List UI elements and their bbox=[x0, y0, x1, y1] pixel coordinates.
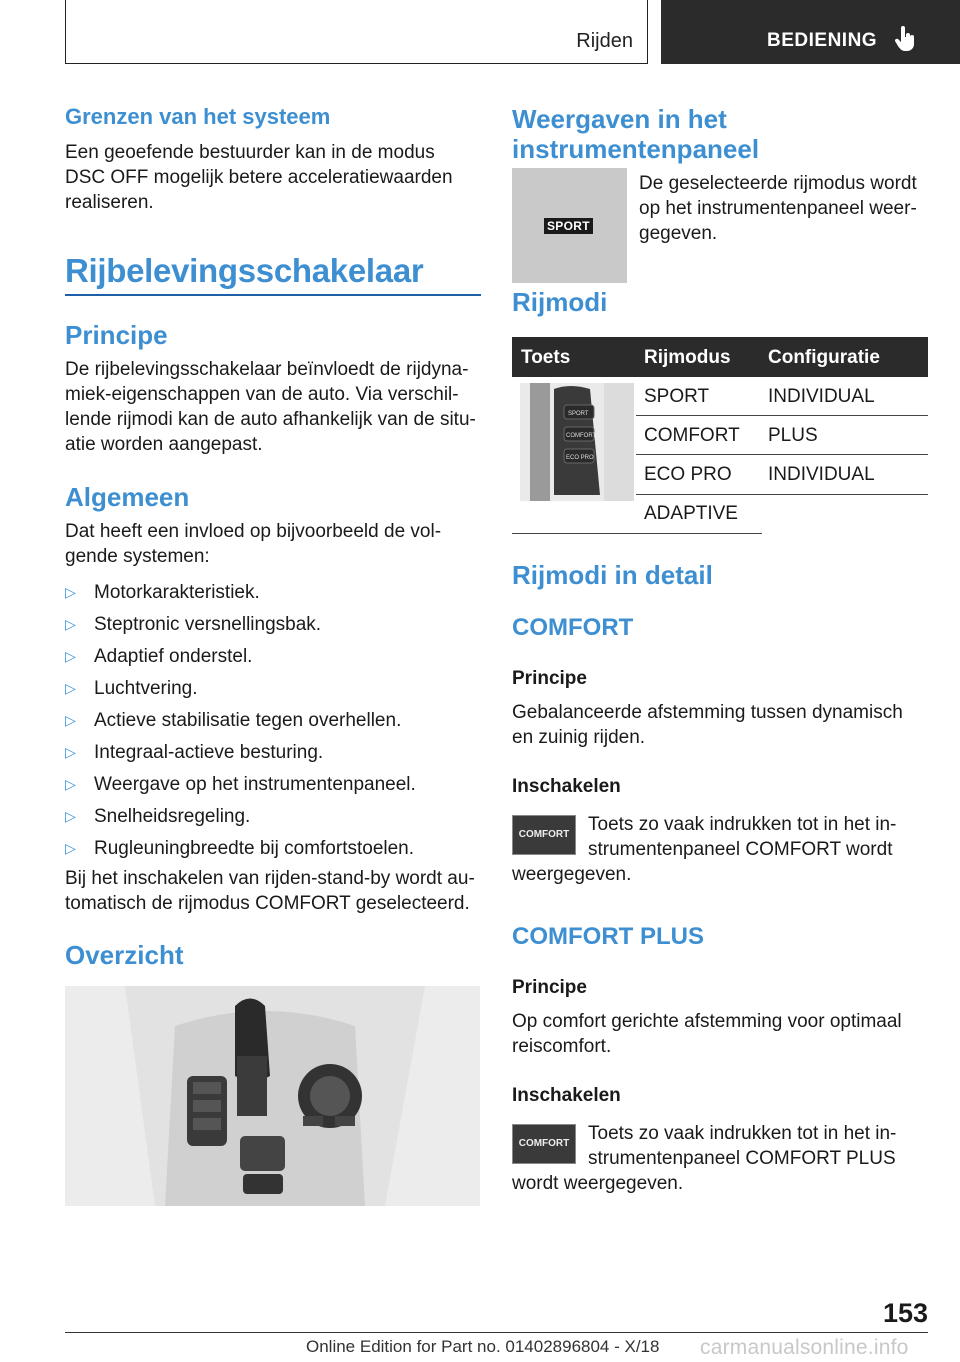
triangle-bullet-icon: ▷ bbox=[65, 584, 76, 600]
row-divider bbox=[636, 454, 928, 455]
header-chapter-tab bbox=[661, 0, 960, 64]
text-line: tomatisch de rijmodus COMFORT geselecteerd. bbox=[65, 893, 470, 914]
svg-text:SPORT: SPORT bbox=[568, 411, 589, 417]
detail-heading: Rijmodi in detail bbox=[512, 560, 713, 590]
table-cell: INDIVIDUAL bbox=[768, 386, 875, 407]
text-line: Bij het inschakelen van rijden-stand-by wordt au- bbox=[65, 868, 475, 889]
text-line: op het instrumentenpaneel weer- bbox=[639, 198, 917, 219]
text-line: DSC OFF mogelijk betere acceleratiewaarden bbox=[65, 167, 453, 188]
svg-text:ECO PRO: ECO PRO bbox=[566, 455, 594, 461]
title-rule bbox=[65, 294, 481, 296]
text-line: Toets zo vaak indrukken tot in het in- bbox=[588, 814, 897, 835]
triangle-bullet-icon: ▷ bbox=[65, 680, 76, 696]
text-line: realiseren. bbox=[65, 192, 154, 213]
text-line: reiscomfort. bbox=[512, 1036, 612, 1057]
mode-switch-illustration bbox=[520, 383, 634, 501]
sport-badge: SPORT bbox=[544, 218, 593, 234]
text-line: gegeven. bbox=[639, 223, 718, 244]
header-section-label: Rijden bbox=[576, 30, 633, 52]
text-line: miek-eigenschappen van de auto. Via verschil- bbox=[65, 384, 459, 405]
general-paragraph bbox=[65, 519, 485, 569]
text-line: gende systemen: bbox=[65, 546, 210, 567]
main-title: Rijbelevingsschakelaar bbox=[65, 252, 424, 289]
watermark: carmanualsonline.info bbox=[700, 1336, 909, 1359]
footer-edition: Online Edition for Part no. 01402896804 - X/18 bbox=[306, 1337, 660, 1356]
header-section-box bbox=[65, 0, 648, 64]
comfort-plus-principle-paragraph bbox=[512, 1009, 932, 1059]
page-number: 153 bbox=[882, 1298, 928, 1328]
text-line: atie worden aangepast. bbox=[65, 434, 263, 455]
modes-heading: Rijmodi bbox=[512, 287, 608, 317]
table-cell: ADAPTIVE bbox=[644, 503, 738, 524]
comfort-plus-enable-label: Inschakelen bbox=[512, 1085, 621, 1106]
triangle-bullet-icon: ▷ bbox=[65, 712, 76, 728]
limits-heading: Grenzen van het systeem bbox=[65, 104, 331, 129]
footer-rule bbox=[65, 1332, 928, 1333]
text-line: weergegeven. bbox=[512, 864, 632, 885]
text-line: Toets zo vaak indrukken tot in het in- bbox=[588, 1123, 897, 1144]
text-line: De rijbelevingsschakelaar beïnvloedt de rijdyna- bbox=[65, 359, 469, 380]
text-line: wordt weergegeven. bbox=[512, 1173, 684, 1194]
table-header-cell: Toets bbox=[521, 347, 571, 368]
display-paragraph bbox=[639, 171, 939, 246]
comfort-principle-paragraph bbox=[512, 700, 932, 750]
table-cell: PLUS bbox=[768, 425, 818, 446]
overview-heading: Overzicht bbox=[65, 940, 184, 970]
principle-heading: Principe bbox=[65, 320, 168, 350]
console-photo bbox=[65, 986, 480, 1206]
text-line: strumentenpaneel COMFORT PLUS bbox=[588, 1148, 896, 1169]
heading-line: Weergaven in het bbox=[512, 104, 727, 134]
comfort-button-image: COMFORT bbox=[512, 815, 576, 855]
comfort-principle-label: Principe bbox=[512, 668, 587, 689]
system-list: ▷ Motorkarakteristiek. ▷ Steptronic versnellingsbak. ▷ Adaptief onderstel. ▷ Luchtvering. ▷ Actieve stabilisatie tegen overhellen. ▷ Integraal-actieve besturing. ▷ Weergave op het instrumentenpaneel. ▷ Snelheidsregeling. ▷ Rugleuningbreedte bij comfortstoelen. bbox=[65, 582, 416, 859]
triangle-bullet-icon: ▷ bbox=[65, 616, 76, 632]
text-line: Een geoefende bestuurder kan in de modus bbox=[65, 142, 435, 163]
comfort-heading: COMFORT bbox=[512, 614, 634, 641]
comfort-enable-label: Inschakelen bbox=[512, 776, 621, 797]
triangle-bullet-icon: ▷ bbox=[65, 840, 76, 856]
heading-line: instrumentenpaneel bbox=[512, 134, 760, 164]
table-cell: SPORT bbox=[644, 386, 710, 407]
triangle-bullet-icon: ▷ bbox=[65, 648, 76, 664]
general-heading: Algemeen bbox=[65, 482, 190, 512]
hand-pointer-icon bbox=[895, 26, 917, 52]
display-heading bbox=[512, 104, 759, 164]
triangle-bullet-icon: ▷ bbox=[65, 744, 76, 760]
text-line: De geselecteerde rijmodus wordt bbox=[639, 173, 917, 194]
standby-paragraph bbox=[65, 866, 485, 916]
table-cell: INDIVIDUAL bbox=[768, 464, 875, 485]
comfort-plus-enable-text bbox=[588, 1121, 928, 1171]
modes-table bbox=[512, 337, 928, 537]
text-line: Gebalanceerde afstemming tussen dynamisch bbox=[512, 702, 903, 723]
center-console-illustration bbox=[65, 986, 480, 1206]
comfort-plus-button-image: COMFORT bbox=[512, 1124, 576, 1164]
table-cell: COMFORT bbox=[644, 425, 740, 446]
comfort-plus-principle-label: Principe bbox=[512, 977, 587, 998]
limits-paragraph bbox=[65, 140, 485, 215]
text-line: Dat heeft een invloed op bijvoorbeeld de vol- bbox=[65, 521, 442, 542]
instrument-display-image bbox=[512, 168, 627, 283]
table-header-cell: Configuratie bbox=[768, 347, 880, 368]
text-line: strumentenpaneel COMFORT wordt bbox=[588, 839, 893, 860]
header-chapter-label: BEDIENING bbox=[767, 30, 878, 51]
svg-text:COMFORT: COMFORT bbox=[566, 433, 597, 439]
row-divider bbox=[636, 415, 928, 416]
triangle-bullet-icon: ▷ bbox=[65, 776, 76, 792]
table-cell: ECO PRO bbox=[644, 464, 732, 485]
mode-switch-image bbox=[520, 383, 634, 501]
row-divider bbox=[512, 533, 762, 534]
text-line: Op comfort gerichte afstemming voor optimaal bbox=[512, 1011, 902, 1032]
row-divider bbox=[636, 494, 928, 495]
comfort-plus-heading: COMFORT PLUS bbox=[512, 923, 704, 950]
text-line: en zuinig rijden. bbox=[512, 727, 646, 748]
principle-paragraph bbox=[65, 357, 485, 457]
triangle-bullet-icon: ▷ bbox=[65, 808, 76, 824]
table-header-cell: Rijmodus bbox=[644, 347, 731, 368]
comfort-enable-text bbox=[588, 812, 928, 862]
text-line: lende rijmodi kan de auto afhankelijk van de situ- bbox=[65, 409, 476, 430]
